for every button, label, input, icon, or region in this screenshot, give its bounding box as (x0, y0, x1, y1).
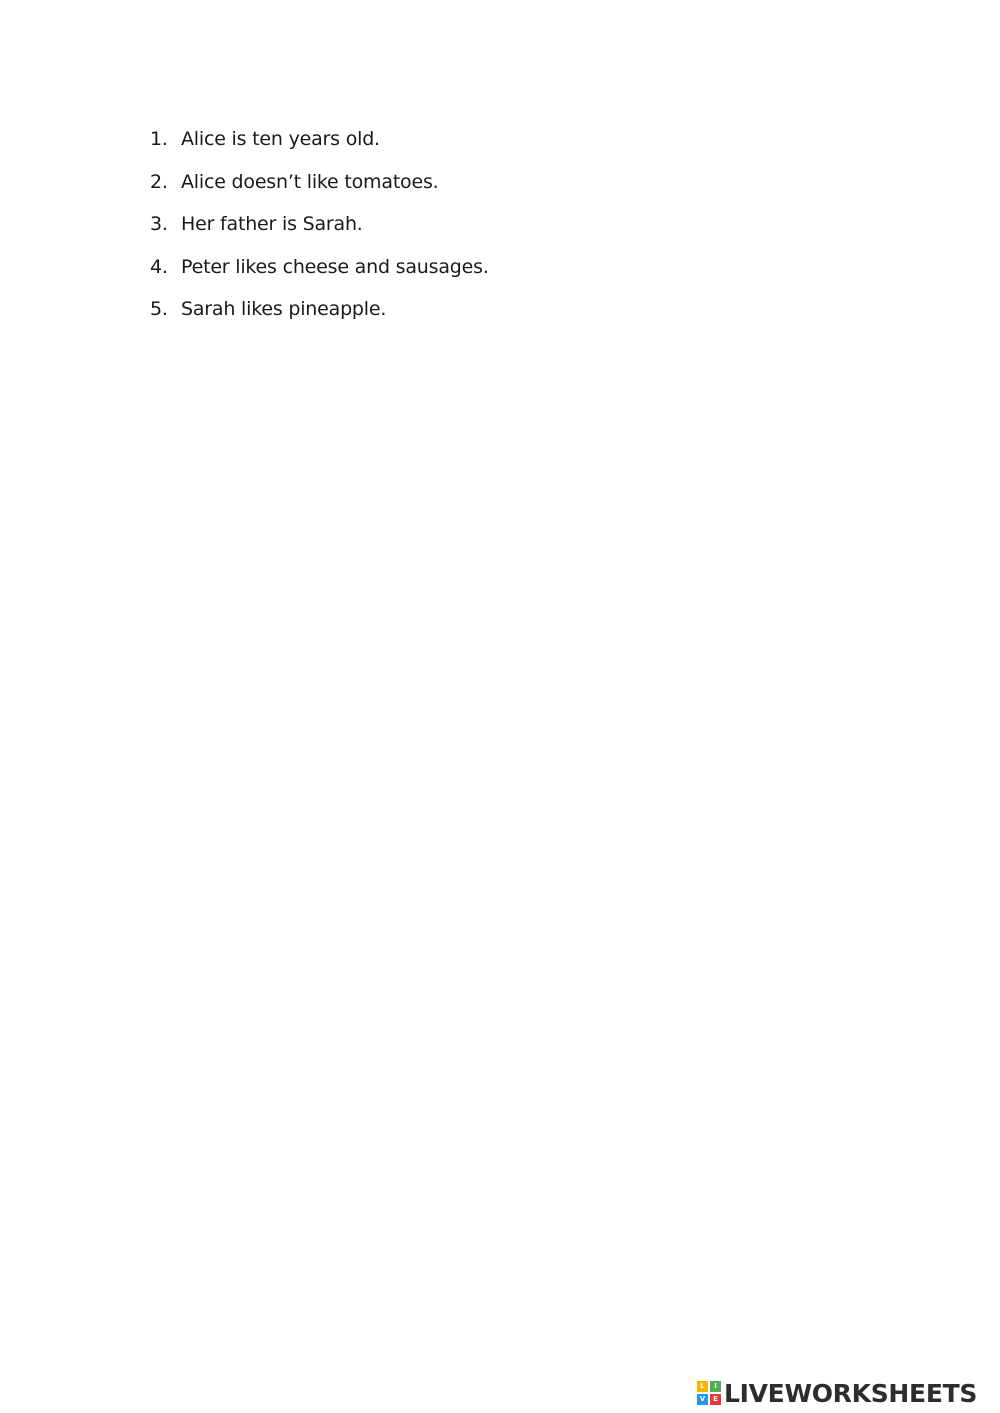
statement-text: Her father is Sarah. (181, 213, 363, 236)
statement-item (150, 161, 489, 204)
statement-item (150, 118, 489, 161)
statement-number: 3. (150, 213, 168, 236)
logo-block: L (697, 1381, 708, 1392)
statement-text: Sarah likes pineapple. (181, 298, 387, 321)
logo-blocks-icon (697, 1381, 721, 1405)
statement-number: 2. (150, 170, 168, 193)
brand-name: LIVEWORKSHEETS (724, 1378, 978, 1408)
statement-list (150, 118, 489, 331)
statement-text: Alice doesn’t like tomatoes. (181, 170, 439, 193)
logo-block: V (697, 1394, 708, 1405)
statement-number: 4. (150, 255, 168, 278)
logo-block: E (710, 1394, 721, 1405)
statement-item (150, 288, 489, 331)
statement-item (150, 246, 489, 289)
statement-text: Peter likes cheese and sausages. (181, 255, 489, 278)
statement-item (150, 203, 489, 246)
statement-text: Alice is ten years old. (181, 128, 380, 151)
liveworksheets-logo (697, 1376, 977, 1410)
statement-number: 1. (150, 128, 168, 151)
logo-block: I (710, 1381, 721, 1392)
statement-number: 5. (150, 298, 168, 321)
